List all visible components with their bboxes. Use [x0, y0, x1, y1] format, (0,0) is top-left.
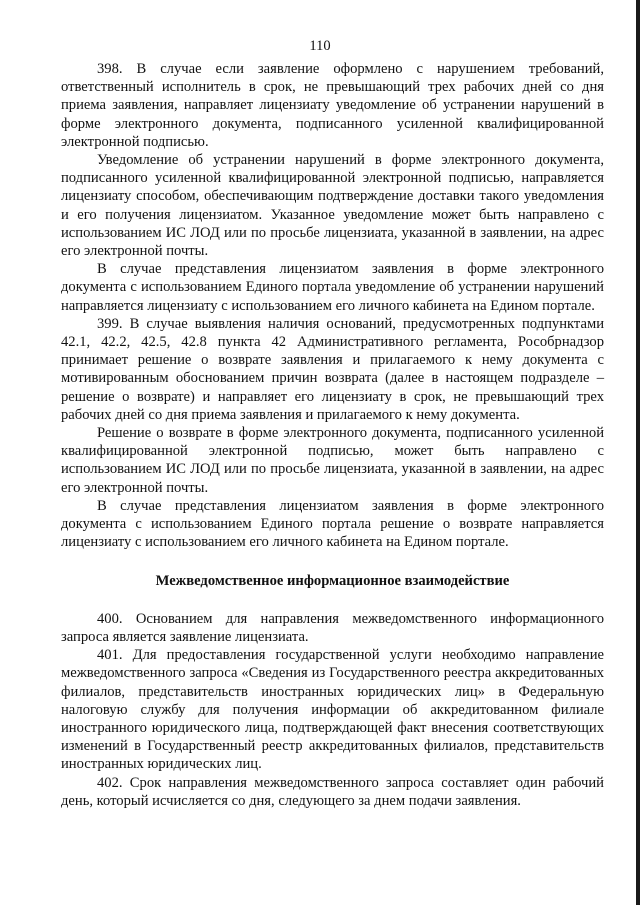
paragraph-399: 399. В случае выявления наличия оснований, предусмотренных подпунктами 42.1, 42.2, 42.5, 42.8 пункта 42 Административного регламента, Рособрнадзор принимает решение о возврате заявления и прилагаемого к нему документа с мотивированным обоснованием причин возврата (далее в настоящем подразделе – решение о возврате) и направляет его лицензиату в срок, не превышающий трех рабочих дней со дня приема заявления и прилагаемого к нему документа. — [61, 315, 604, 423]
section-heading: Межведомственное информационное взаимодействие — [155, 573, 510, 590]
paragraph-portal-notice: В случае представления лицензиатом заявления в форме электронного документа с использованием Единого портала уведомление об устранении нарушений направляется лицензиату с использованием его личного кабинета на Едином портале. — [61, 261, 604, 314]
paragraph-notice-of-violations: Уведомление об устранении нарушений в форме электронного документа, подписанного усиленной квалифицированной электронной подписью, направляется лицензиату способом, обеспечивающим подтверждение доставки такого уведомления и его получения лицензиатом. Указанное уведомление может быть направлено с использованием ИС ЛОД или по просьбе лицензиата, указанной в заявлении, на адрес его электронной почты. — [61, 152, 604, 260]
paragraph-402: 402. Срок направления межведомственного запроса составляет один рабочий день, который исчисляется со дня, следующего за днем подачи заявления. — [61, 774, 604, 809]
paragraph-400: 400. Основанием для направления межведомственного информационного запроса является заявление лицензиата. — [61, 610, 604, 645]
paragraph-portal-return: В случае представления лицензиатом заявления в форме электронного документа с использованием Единого портала решение о возврате направляется лицензиату с использованием его личного кабинета на Едином портале. — [61, 497, 604, 551]
page-number: 110 — [309, 38, 331, 54]
paragraph-401: 401. Для предоставления государственной услуги необходимо направление межведомственного запроса «Сведения из Государственного реестра аккредитованных филиалов, представительств иностранных юридических лиц» в Федеральную налоговую службу для получения информации об аккредитованном филиале иностранного юридического лица, подтверждающей факт внесения соответствующих изменений в Государственный реестр аккредитованных филиалов, представительств иностранных юридических лиц. — [61, 647, 604, 773]
page-edge-border — [636, 0, 640, 905]
paragraph-return-decision: Решение о возврате в форме электронного документа, подписанного усиленной квалифицированной электронной подписью, может быть направлено с использованием ИС ЛОД или по просьбе лицензиата, указанной в заявлении, на адрес его электронной почты. — [61, 425, 604, 496]
document-body — [61, 60, 604, 810]
paragraph-398: 398. В случае если заявление оформлено с нарушением требований, ответственный исполнитель в срок, не превышающий трех рабочих дней со дня приема заявления, направляет лицензиату уведомление об устранении нарушений в форме электронного документа, подписанного усиленной квалифицированной электронной подписью. — [61, 61, 604, 150]
